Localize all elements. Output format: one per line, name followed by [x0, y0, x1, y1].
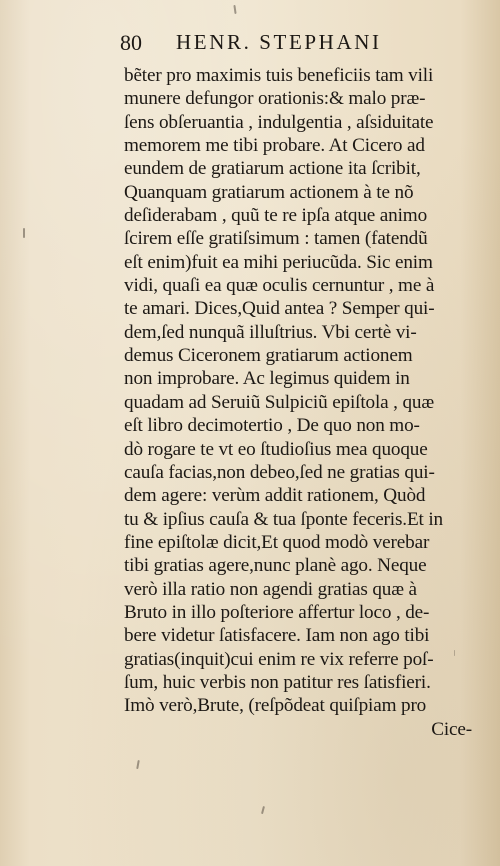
text-line: vidi, quaſi ea quæ oculis cernuntur , me à [124, 275, 435, 297]
text-line: fine epiſtolæ dicit,Et quod modò verebar [124, 531, 430, 553]
paper-speck [233, 5, 236, 14]
text-line: Quanquam gratiarum actionem à te nõ [124, 181, 414, 203]
paper-speck [23, 228, 25, 238]
text-line: cauſa facias,non debeo,ſed ne gratias qui- [124, 461, 435, 483]
page-number: 80 [120, 30, 142, 55]
text-line: deſiderabam , quũ te re ipſa atque animo [124, 205, 428, 227]
text-line: dem,ſed nunquã illuſtrius. Vbi certè vi- [124, 321, 417, 343]
paper-speck [136, 760, 139, 769]
text-line: bere videtur ſatisfacere. Iam non ago tibi [124, 625, 430, 647]
text-line: non improbare. Ac legimus quidem in [124, 368, 410, 390]
text-line: verò illa ratio non agendi gratias quæ à [124, 578, 417, 600]
text-line: tu & ipſius cauſa & tua ſponte feceris.Et in [124, 508, 443, 530]
text-line: quadam ad Seruiũ Sulpiciũ epiſtola , quæ [124, 391, 435, 413]
running-head: HENR. STEPHANI [176, 30, 382, 54]
text-line: Bruto in illo poſteriore affertur loco , de- [124, 601, 430, 623]
text-line: bẽter pro maximis tuis beneficiis tam vili [124, 65, 434, 86]
paper-speck [454, 650, 455, 656]
text-line: memorem me tibi probare. At Cicero ad [124, 135, 425, 157]
text-line: tibi gratias agere,nunc planè ago. Neque [124, 555, 427, 577]
text-line: eſt libro decimotertio , De quo non mo- [124, 415, 420, 437]
text-line: ſcirem eſſe gratiſsimum : tamen (fatendũ [124, 228, 428, 250]
text-line: munere defungor orationis:& malo præ- [124, 88, 426, 110]
text-line: gratias(inquit)cui enim re vix referre poſ- [124, 648, 434, 670]
text-line: Imò verò,Brute, (reſpõdeat quiſpiam pro [124, 695, 427, 717]
text-line: dem agere: verùm addit rationem, Quòd [124, 485, 426, 507]
text-line: te amari. Dices,Quid antea ? Semper qui- [124, 298, 435, 320]
text-line: ſens obſeruantia , indulgentia , aſsiduitate [124, 111, 434, 133]
paper-speck [261, 806, 265, 814]
text-line: dò rogare te vt eo ſtudioſius mea quoque [124, 438, 428, 460]
catchword: Cice- [431, 718, 472, 740]
text-line: eſt enim)fuit ea mihi periucũda. Sic enim [124, 251, 433, 273]
text-line: eundem de gratiarum actione ita ſcribit, [124, 158, 421, 180]
text-line: ſum, huic verbis non patitur res ſatisfieri. [124, 671, 431, 693]
text-line: demus Ciceronem gratiarum actionem [124, 345, 413, 367]
page-header [120, 30, 470, 58]
body-text [124, 64, 474, 741]
